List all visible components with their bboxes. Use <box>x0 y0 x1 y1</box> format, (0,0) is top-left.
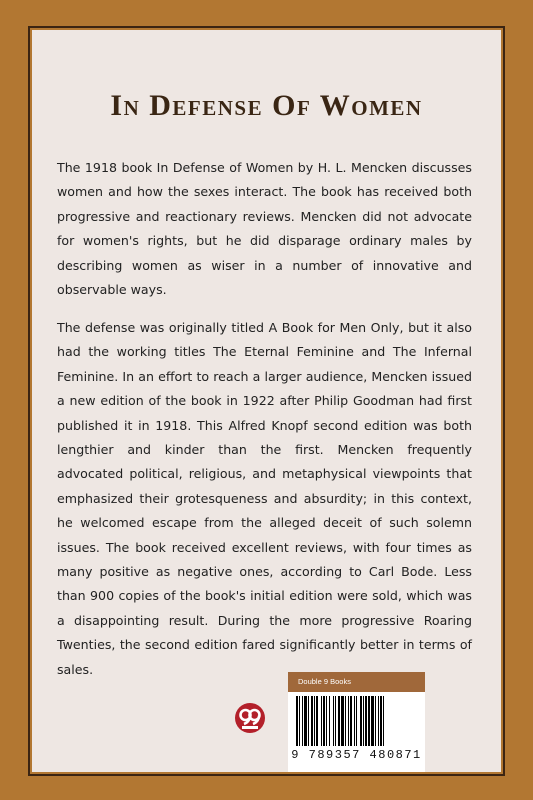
barcode-bar <box>304 696 307 746</box>
barcode-bar <box>341 696 344 746</box>
barcode-bar <box>333 696 334 746</box>
barcode-bar <box>329 696 330 746</box>
isbn-number: 9 789357 480871 <box>291 748 422 762</box>
barcode-bar <box>316 696 318 746</box>
barcode-bar <box>371 696 374 746</box>
barcode <box>294 696 419 748</box>
barcode-bar <box>323 696 325 746</box>
barcode-bar <box>321 696 322 746</box>
barcode-bar <box>326 696 327 746</box>
barcode-bar <box>363 696 364 746</box>
barcode-bar <box>296 696 298 746</box>
barcode-bar <box>378 696 379 746</box>
barcode-bar <box>356 696 357 746</box>
barcode-bar <box>365 696 367 746</box>
barcode-bar <box>299 696 300 746</box>
barcode-bar <box>354 696 355 746</box>
barcode-bar <box>335 696 336 746</box>
barcode-bar <box>350 696 352 746</box>
barcode-bar <box>308 696 309 746</box>
barcode-bar <box>314 696 315 746</box>
double-9-books-logo-icon <box>234 702 266 734</box>
barcode-publisher-label: Double 9 Books <box>288 672 425 692</box>
barcode-bar <box>383 696 384 746</box>
description-paragraph-1: The 1918 book In Defense of Women by H. L. Mencken discusses women and how the sexes interact. The book has received both progressive and reactionary reviews. Mencken did not advocate for women's rights, but he did disparage ordinary males by describing women as wiser in a number of innovative and observable ways. <box>57 160 472 298</box>
barcode-bar <box>302 696 303 746</box>
barcode-block <box>288 672 425 772</box>
barcode-bar <box>311 696 313 746</box>
barcode-bar <box>360 696 362 746</box>
description-paragraph-2: The defense was originally titled A Book for Men Only, but it also had the working titles The Eternal Feminine and The Infernal Feminine. In an effort to reach a larger audience, Mencken issued a new edition of the book in 1922 after Philip Goodman had first published it in 1918. This Alfred Knopf second edition was both lengthier and kinder than the first. Mencken frequently advocated political, religious, and metaphysical viewpoints that emphasized their grotesqueness and absurdity; in this context, he welcomed escape from the alleged deceit of such solemn issues. The book received excellent reviews, with four times as many positive as negative ones, according to Carl Bode. Less than 900 copies of the book's initial edition were sold, which was a disappointing result. During the more progressive Roaring Twenties, the second edition fared significantly better in terms of sales. <box>57 320 472 677</box>
barcode-bar <box>348 696 349 746</box>
barcode-bar <box>338 696 340 746</box>
barcode-bar <box>375 696 376 746</box>
barcode-bar <box>345 696 346 746</box>
book-title: In Defense Of Women <box>110 89 423 122</box>
barcode-bar <box>368 696 370 746</box>
barcode-bar <box>380 696 382 746</box>
